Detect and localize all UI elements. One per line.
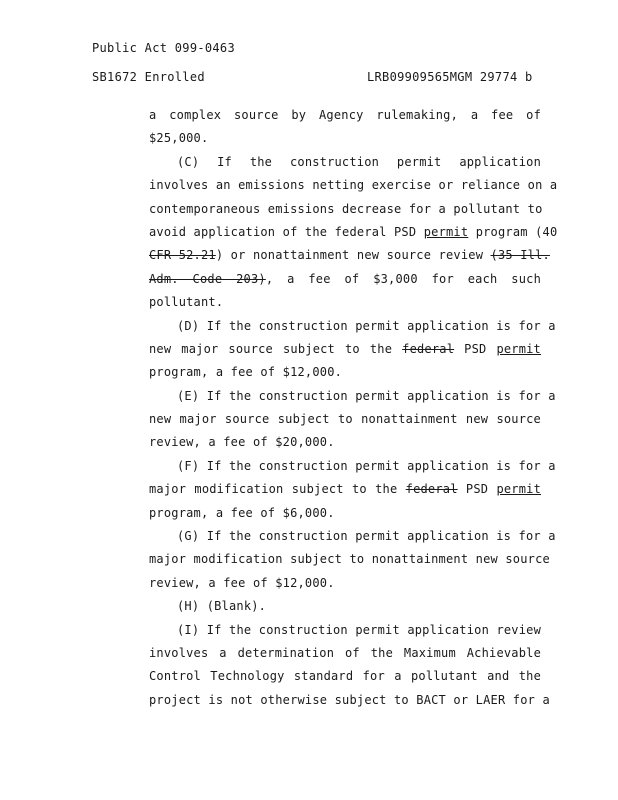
text-line: new major source subject to nonattainment new source (149, 412, 541, 427)
text-line: contemporaneous emissions decrease for a pollutant to (149, 201, 543, 216)
inserted-text: permit (496, 482, 542, 497)
text-line: pollutant. (149, 295, 224, 310)
text-line: CFR 52.21) or nonattainment new source review (35 Ill. (149, 248, 550, 263)
deleted-text: (35 Ill. (490, 248, 550, 263)
text-line: program, a fee of $6,000. (149, 505, 335, 520)
inserted-text: permit (496, 341, 541, 356)
text-line: avoid application of the federal PSD permit program (40 (149, 224, 558, 239)
paragraph-f-start: (F) If the construction permit application is for a (177, 458, 556, 473)
text-line: Control Technology standard for a pollutant and the (149, 669, 541, 684)
bill-number: SB1672 Enrolled (92, 70, 205, 84)
text-line: $25,000. (149, 131, 209, 146)
text-line: involves an emissions netting exercise or reliance on a (149, 178, 558, 193)
deleted-text: CFR 52.21 (149, 248, 216, 263)
paragraph-d-start: (D) If the construction permit application is for a (177, 318, 556, 333)
text-line: a complex source by Agency rulemaking, a fee of (149, 108, 541, 122)
paragraph-h: (H) (Blank). (177, 599, 267, 614)
paragraph-e-start: (E) If the construction permit application is for a (177, 388, 556, 403)
inserted-text: permit (423, 224, 469, 239)
deleted-text: federal (402, 341, 455, 356)
paragraph-i-start: (I) If the construction permit application review (177, 622, 541, 637)
text-line: involves a determination of the Maximum Achievable (149, 645, 541, 660)
text-line: new major source subject to the federal PSD permit (149, 341, 541, 356)
text-line: major modification subject to nonattainment new source (149, 552, 550, 567)
text-line: program, a fee of $12,000. (149, 365, 343, 380)
public-act-number: Public Act 099-0463 (92, 41, 235, 55)
deleted-text: Adm. Code 203) (149, 271, 266, 286)
lrb-number: LRB09909565MGM 29774 b (367, 70, 533, 84)
bill-text (149, 104, 558, 712)
deleted-text: federal (405, 482, 458, 497)
text-line: Adm. Code 203), a fee of $3,000 for each such (149, 271, 541, 286)
text-line: project is not otherwise subject to BACT or LAER for a (149, 692, 550, 707)
paragraph-c-start: (C) If the construction permit application (177, 154, 541, 169)
text-line: major modification subject to the federal PSD permit (149, 482, 542, 497)
text-line: review, a fee of $20,000. (149, 435, 335, 450)
text-line: review, a fee of $12,000. (149, 575, 335, 590)
paragraph-g-start: (G) If the construction permit application is for a (177, 529, 556, 544)
